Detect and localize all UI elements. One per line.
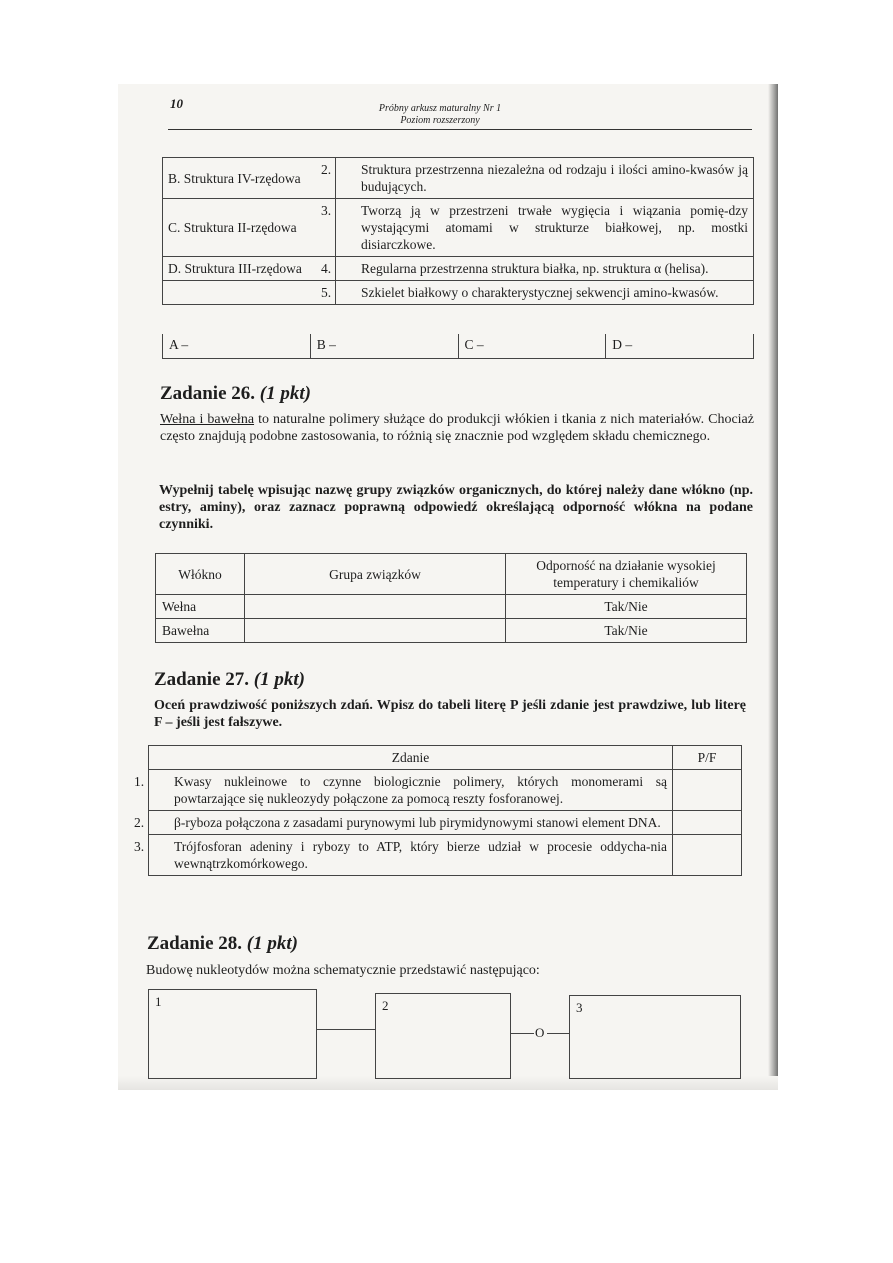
task26-intro: Wełna i bawełna to naturalne polimery służące do produkcji włókien i tkania z nich materiałów. Chociaż często znajdują podobne zastosowania, to różnią się znacznie pod względem składu chemicznego.: [160, 412, 754, 444]
page-header: [340, 103, 540, 127]
matching-table: [162, 157, 754, 305]
structure-label: C. Struktura II-rzędowa: [163, 199, 336, 257]
task28-intro: Budowę nukleotydów można schematycznie przedstawić następująco:: [146, 963, 540, 978]
structure-description: 5. Szkielet białkowy o charakterystycznej sekwencji amino-kwasów.: [336, 281, 754, 305]
matching-answer-row: [162, 334, 754, 359]
structure-label: D. Struktura III-rzędowa: [163, 257, 336, 281]
resistance-choice[interactable]: Tak/Nie: [506, 619, 747, 643]
page-edge-shadow: [768, 84, 778, 1090]
structure-description: 2. Struktura przestrzenna niezależna od rodzaju i ilości amino-kwasów ją budujących.: [336, 158, 754, 199]
page-number: 10: [170, 96, 183, 111]
structure-label: [163, 281, 336, 305]
answer-cell-c[interactable]: C –: [458, 334, 606, 359]
task28-title: Zadanie 28. (1 pkt): [147, 933, 298, 954]
answer-cell-b[interactable]: B –: [310, 334, 458, 359]
table-row: [149, 835, 742, 876]
task26-instruction: Wypełnij tabelę wpisując nazwę grupy związków organicznych, do której należy dane włókno (np. estry, aminy), oraz zaznacz poprawną odpowiedź określającą odporność włókna na podane czynniki.: [159, 483, 753, 532]
true-false-table: [134, 745, 742, 876]
sentence-cell: 1. Kwasy nukleinowe to czynne biologicznie polimery, których monomerami są powtarzające się nukleozydy połączone za pomocą reszty fosforanowej.: [149, 770, 673, 811]
table-header-row: [156, 554, 747, 595]
pf-answer-cell[interactable]: [673, 811, 742, 835]
group-answer-cell[interactable]: [245, 619, 506, 643]
table-row: [156, 595, 747, 619]
table-row: [149, 770, 742, 811]
table-row: [163, 158, 754, 199]
task26-title: Zadanie 26. (1 pkt): [160, 383, 311, 404]
connector-line: [317, 1029, 375, 1030]
fiber-table: [155, 553, 747, 643]
oxygen-link-label: O: [535, 1025, 545, 1040]
fiber-name: Bawełna: [156, 619, 245, 643]
table-row: [163, 199, 754, 257]
header-level: Poziom rozszerzony: [400, 115, 480, 126]
col-header-sentence: Zdanie: [149, 746, 673, 770]
sentence-cell: 3. Trójfosforan adeniny i rybozy to ATP, który bierze udział w procesie oddycha-nia wewnątrzkomórkowego.: [149, 835, 673, 876]
nucleotide-box-3[interactable]: 3: [569, 995, 741, 1079]
structure-label: B. Struktura IV-rzędowa: [163, 158, 336, 199]
col-header-pf: P/F: [673, 746, 742, 770]
pf-answer-cell[interactable]: [673, 770, 742, 811]
table-row: [163, 281, 754, 305]
table-row: [156, 619, 747, 643]
resistance-choice[interactable]: Tak/Nie: [506, 595, 747, 619]
fiber-name: Wełna: [156, 595, 245, 619]
nucleotide-box-1[interactable]: 1: [148, 989, 317, 1079]
col-header-fiber: Włókno: [156, 554, 245, 595]
answer-cell-a[interactable]: A –: [163, 334, 311, 359]
task27-title: Zadanie 27. (1 pkt): [154, 669, 305, 690]
task27-instruction: Oceń prawdziwość poniższych zdań. Wpisz do tabeli literę P jeśli zdanie jest prawdziwe, lub literę F – jeśli jest fałszywe.: [154, 698, 746, 730]
answer-cell-d[interactable]: D –: [606, 334, 754, 359]
header-rule: [168, 129, 752, 130]
table-row: [163, 257, 754, 281]
col-header-resistance: Odporność na działanie wysokiej temperatury i chemikaliów: [506, 554, 747, 595]
connector-line: [511, 1033, 534, 1034]
pf-answer-cell[interactable]: [673, 835, 742, 876]
sentence-cell: 2. β-ryboza połączona z zasadami purynowymi lub pirymidynowymi stanowi element DNA.: [149, 811, 673, 835]
group-answer-cell[interactable]: [245, 595, 506, 619]
col-header-group: Grupa związków: [245, 554, 506, 595]
nucleotide-box-2[interactable]: 2: [375, 993, 511, 1079]
table-header-row: [149, 746, 742, 770]
header-title: Próbny arkusz maturalny Nr 1: [378, 103, 502, 114]
table-row: [149, 811, 742, 835]
connector-line: [547, 1033, 569, 1034]
structure-description: 3. Tworzą ją w przestrzeni trwałe wygięcia i wiązania pomię-dzy wystającymi atomami w strukturze białkowej, np. mostki disiarczkowe.: [336, 199, 754, 257]
structure-description: 4. Regularna przestrzenna struktura białka, np. struktura α (helisa).: [336, 257, 754, 281]
